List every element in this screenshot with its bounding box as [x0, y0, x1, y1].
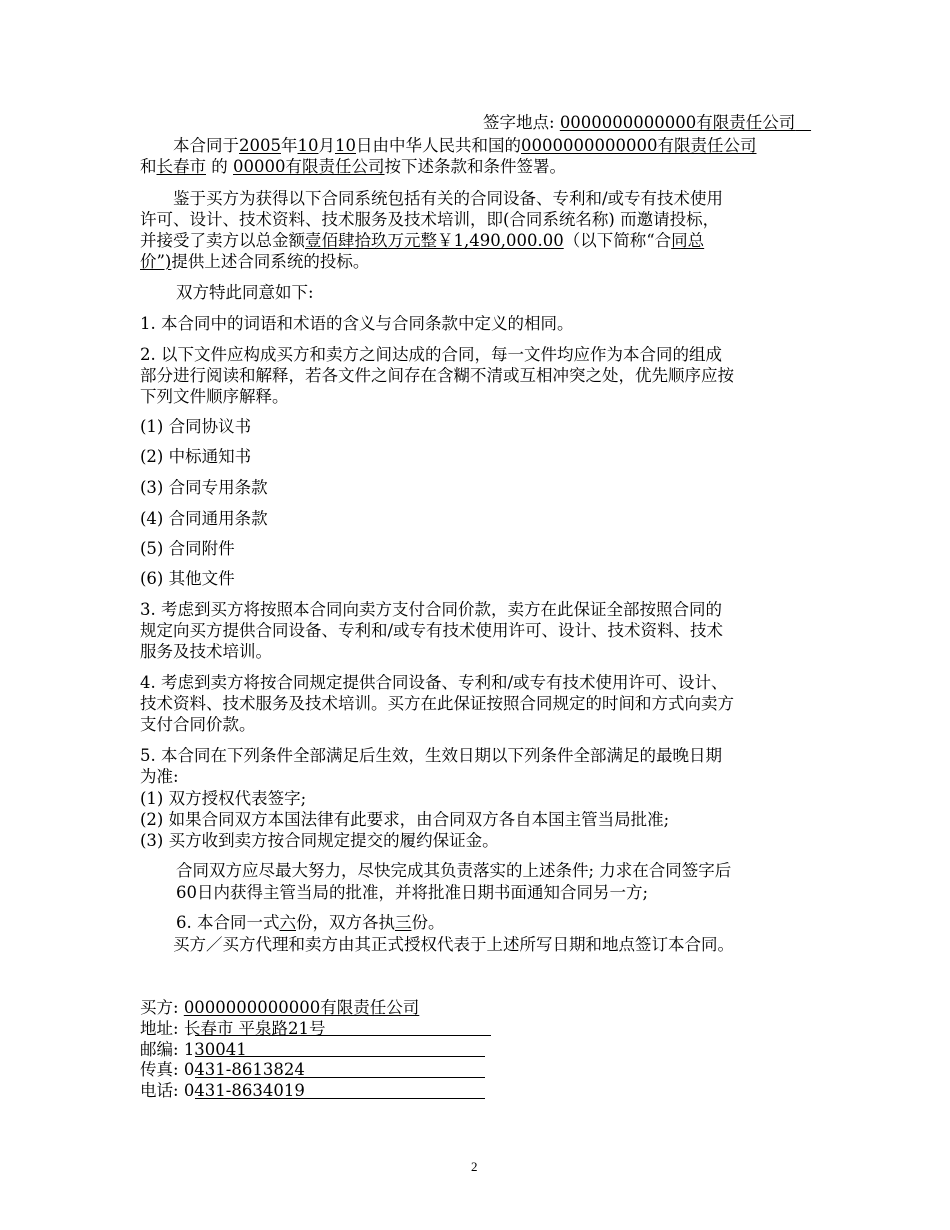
postcode-underline — [195, 1056, 485, 1057]
intro-line-2: 和长春市 的 00000有限责任公司按下述条款和条件签署。 — [140, 157, 566, 176]
clause-4-line-2: 技术资料、技术服务及技术培训。买方在此保证按照合同规定的时间和方式向卖方 — [140, 694, 734, 713]
phone-underline — [195, 1098, 485, 1099]
document-item: (5) 合同附件 — [140, 539, 235, 558]
clause-4-line-1: 4. 考虑到卖方将按合同规定提供合同设备、专利和/或专有技术使用许可、设计、 — [140, 673, 728, 692]
signing-place — [483, 113, 811, 133]
address-underline — [195, 1035, 491, 1036]
document-item: (1) 合同协议书 — [140, 417, 252, 436]
signing-place-value: 0000000000000有限责任公司 — [559, 113, 796, 132]
address-row — [140, 1019, 326, 1039]
clause-2-line-2: 部分进行阅读和解释，若各文件之间存在含糊不清或互相冲突之处，优先顺序应按 — [140, 366, 734, 385]
clause-2-line-3: 下列文件顺序解释。 — [140, 387, 289, 406]
phone-value: 0431-8634019 — [183, 1081, 305, 1100]
agree-heading: 双方特此同意如下: — [176, 283, 314, 302]
clause-3-line-3: 服务及技术培训。 — [140, 642, 272, 661]
fax-value: 0431-8613824 — [183, 1060, 305, 1079]
clause-1: 1. 本合同中的词语和术语的含义与合同条款中定义的相同。 — [140, 314, 574, 333]
document-item: (6) 其他文件 — [140, 569, 235, 588]
clause-3-line-1: 3. 考虑到买方将按照本合同向卖方支付合同价款，卖方在此保证全部按照合同的 — [140, 600, 722, 619]
buyer-name: 00000有限责任公司 — [233, 157, 385, 176]
recital-line-3: 并接受了卖方以总金额壹佰肆拾玖万元整￥1,490,000.00（以下简称“合同总 — [140, 231, 705, 250]
fax-label: 传真: — [140, 1060, 179, 1079]
clause-5-line-2: 为准: — [140, 767, 179, 786]
postcode-value: 130041 — [183, 1040, 247, 1059]
signing-place-label: 签字地点: — [483, 113, 555, 132]
recital-line-1: 鉴于买方为获得以下合同系统包括有关的合同设备、专利和/或专有技术使用 — [173, 189, 724, 208]
copies-total: 六 — [279, 913, 296, 932]
clause-4-line-3: 支付合同价款。 — [140, 715, 256, 734]
clause-6: 6. 本合同一式六份，双方各执三份。 — [176, 913, 445, 932]
condition-item: (2) 如果合同双方本国法律有此要求，由合同双方各自本国主管当局批准; — [140, 810, 670, 829]
document-item: (4) 合同通用条款 — [140, 509, 268, 528]
clause-5-line-1: 5. 本合同在下列条件全部满足后生效，生效日期以下列条件全部满足的最晚日期 — [140, 746, 722, 765]
contract-month: 10 — [297, 136, 319, 155]
postcode-row — [140, 1040, 247, 1060]
phone-label: 电话: — [140, 1081, 179, 1100]
recital-line-4: 价”)提供上述合同系统的投标。 — [140, 252, 370, 271]
contract-year: 2005 — [239, 136, 281, 155]
buyer-label: 买方: — [140, 998, 179, 1017]
condition-item: (1) 双方授权代表签字; — [140, 789, 307, 808]
intro-line-1: 本合同于2005年10月10日由中华人民共和国的0000000000000有限责任公司 — [173, 136, 757, 155]
effort-line-2: 60日内获得主管当局的批准，并将批准日期书面通知合同另一方; — [176, 883, 649, 902]
intro-city: 长春市 — [156, 157, 206, 176]
contract-day: 10 — [335, 136, 356, 155]
buyer-info-row — [140, 998, 419, 1018]
address-label: 地址: — [140, 1019, 179, 1038]
fax-underline — [195, 1077, 485, 1078]
postcode-label: 邮编: — [140, 1040, 179, 1059]
total-amount: 壹佰肆拾玖万元整￥1,490,000.00 — [305, 231, 564, 250]
clause-2-line-1: 2. 以下文件应构成买方和卖方之间达成的合同，每一文件均应作为本合同的组成 — [140, 345, 722, 364]
seller-name: 0000000000000有限责任公司 — [521, 136, 757, 155]
effort-line-1: 合同双方应尽最大努力，尽快完成其负责落实的上述条件; 力求在合同签字后 — [176, 861, 732, 880]
recital-line-2: 许可、设计、技术资料、技术服务及技术培训，即(合同系统名称) 而邀请投标， — [140, 210, 720, 229]
address-value: 长春市 平泉路21号 — [183, 1019, 326, 1038]
closing-line: 买方／买方代理和卖方由其正式授权代表于上述所写日期和地点签订本合同。 — [173, 935, 734, 954]
document-item: (2) 中标通知书 — [140, 447, 252, 466]
condition-item: (3) 买方收到卖方按合同规定提交的履约保证金。 — [140, 831, 499, 850]
buyer-value: 0000000000000有限责任公司 — [183, 998, 420, 1017]
document-item: (3) 合同专用条款 — [140, 478, 268, 497]
clause-3-line-2: 规定向买方提供合同设备、专利和/或专有技术使用许可、设计、技术资料、技术 — [140, 621, 724, 640]
page-number: 2 — [471, 1159, 478, 1174]
copies-each: 三 — [395, 913, 412, 932]
